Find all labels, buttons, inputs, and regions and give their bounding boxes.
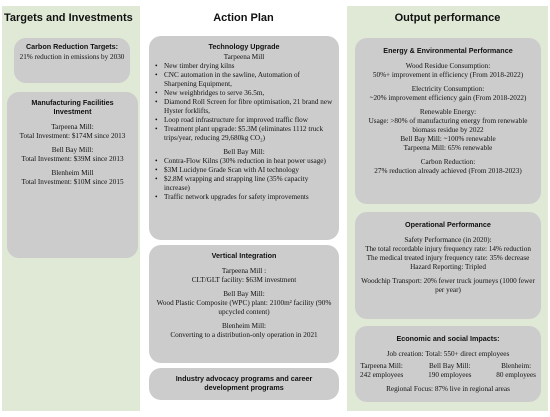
vi-bellbay-text: Wood Plastic Composite (WPC) plant: 2100m² facility (90% upcycled content) <box>156 299 332 316</box>
mfg-item-bellbay <box>12 146 133 164</box>
technology-upgrade-title: Technology Upgrade <box>208 42 280 51</box>
safety-trifr: The total recordable injury frequency rate: 14% reduction <box>365 245 531 253</box>
carbon-reduction-label: Carbon Reduction: <box>420 158 476 166</box>
hazard-reporting: Hazard Reporting: Tripled <box>410 263 486 271</box>
regional-focus: Regional Focus: 87% live in regional areas <box>386 385 510 393</box>
residue-text: 50%+ improvement in efficiency (From 2018-2022) <box>372 71 524 79</box>
carbon-targets-text: 21% reduction in emissions by 2030 <box>19 53 125 61</box>
mill-employees-blenheim <box>496 362 536 380</box>
carbon-targets-title: Carbon Reduction Targets: <box>25 42 119 51</box>
job-creation: Job creation: Total: 550+ direct employees <box>386 350 510 358</box>
renewable-bellbay: Bell Bay Mill: ~100% renewable <box>400 135 496 143</box>
mill-name: Bell Bay Mill: <box>429 362 471 370</box>
tech-bellbay-list <box>154 157 334 202</box>
vi-blenheim-text: Converting to a distribution-only operation in 2021 <box>170 331 318 339</box>
list-item: • Diamond Roll Screen for fibre optimisation, 21 brand new Hyster forklifts, <box>162 98 334 116</box>
targets-investments-heading: Targets and Investments <box>4 12 133 24</box>
tech-tarpeena-label: Tarpeena Mill <box>223 53 265 61</box>
renewable-text: Usage: >80% of manufacturing energy from renewable biomass residue by 2022 <box>368 117 528 134</box>
vi-blenheim-label: Blenheim Mill: <box>221 322 267 330</box>
vi-bellbay-label: Bell Bay Mill: <box>223 290 265 298</box>
list-item: • Treatment plant upgrade: $5.3M (eliminates 1112 truck trips/year, reducing 29,680kg CO₂) <box>162 125 334 143</box>
economic-social-title: Economic and social Impacts: <box>396 334 500 343</box>
mfg-item-name: Tarpeena Mill: <box>51 123 94 131</box>
output-performance-column <box>347 6 548 411</box>
mill-count: 242 employees <box>360 371 404 379</box>
technology-upgrade-box <box>149 36 339 240</box>
list-item: • Contra-Flow Kilns (30% reduction in heat power usage) <box>162 157 334 166</box>
tech-tarpeena-list <box>154 62 334 143</box>
vi-tarpeena-text: CLT/GLT facility: $63M investment <box>191 276 297 284</box>
electricity-text: ~20% improvement efficiency gain (From 2018-2022) <box>369 94 527 102</box>
residue-label: Wood Residue Consumption: <box>405 62 491 70</box>
mfg-item-name: Bell Bay Mill: <box>51 146 94 154</box>
list-item: • Traffic network upgrades for safety improvements <box>162 193 334 202</box>
mfg-item-blenheim <box>12 169 133 187</box>
advocacy-title: Industry advocacy programs and career development programs <box>175 374 313 392</box>
list-item: • CNC automation in the sawline, Automation of Sharpening Equipment, <box>162 71 334 89</box>
list-item: • $2.8M wrapping and strapping line (35% capacity increase) <box>162 175 334 193</box>
vi-tarpeena-label: Tarpeena Mill : <box>221 267 267 275</box>
list-item: • New weighbridges to serve 36.5m, <box>162 89 334 98</box>
carbon-targets-box <box>14 38 130 83</box>
list-item: • New timber drying kilns <box>162 62 334 71</box>
operational-performance-title: Operational Performance <box>405 220 491 229</box>
woodchip-transport: Woodchip Transport: 20% fewer truck journeys (1000 fewer per year) <box>361 277 535 294</box>
advocacy-box <box>149 368 339 400</box>
vertical-integration-box <box>149 245 339 363</box>
carbon-reduction-text: 27% reduction already achieved (From 2018-2023) <box>374 167 522 175</box>
vertical-integration-title: Vertical Integration <box>211 251 277 260</box>
mill-employees-tarpeena <box>360 362 403 380</box>
action-plan-heading: Action Plan <box>213 12 274 24</box>
mill-employees-bellbay <box>428 362 471 380</box>
mfg-item-text: Total Investment: $39M since 2013 <box>21 155 124 163</box>
safety-mtifr: The medical treated injury frequency rate: 35% decrease <box>366 254 530 262</box>
economic-social-box <box>355 326 541 402</box>
targets-investments-column <box>2 6 140 411</box>
energy-environment-title: Energy & Environmental Performance <box>383 46 513 55</box>
renewable-label: Renewable Energy: <box>419 108 477 116</box>
electricity-label: Electricity Consumption: <box>411 85 485 93</box>
mfg-item-text: Total Investment: $174M since 2013 <box>19 132 126 140</box>
list-item: • Loop road infrastructure for improved traffic flow <box>162 116 334 125</box>
safety-label: Safety Performance (in 2020): <box>404 236 492 244</box>
mfg-investment-title: Manufacturing Facilities Investment <box>31 98 114 116</box>
mfg-item-text: Total Investment: $10M since 2015 <box>21 178 124 186</box>
operational-performance-box <box>355 212 541 319</box>
mill-count: 80 employees <box>496 371 536 379</box>
list-item: • $3M Lucidyne Grade Scan with AI technology <box>162 166 334 175</box>
output-performance-heading: Output performance <box>394 12 501 24</box>
mfg-investment-box <box>7 92 138 258</box>
renewable-tarpeena: Tarpeena Mill: 65% renewable <box>403 144 493 152</box>
mfg-item-name: Blenheim Mill <box>51 169 94 177</box>
mill-name: Blenheim: <box>501 362 532 370</box>
tech-bellbay-label: Bell Bay Mill: <box>223 148 265 156</box>
mill-name: Tarpeena Mill: <box>360 362 403 370</box>
mill-count: 190 employees <box>428 371 472 379</box>
mill-employees-row <box>360 362 536 380</box>
action-plan-column <box>144 6 343 411</box>
mfg-item-tarpeena <box>12 123 133 141</box>
energy-environment-box <box>355 38 541 204</box>
